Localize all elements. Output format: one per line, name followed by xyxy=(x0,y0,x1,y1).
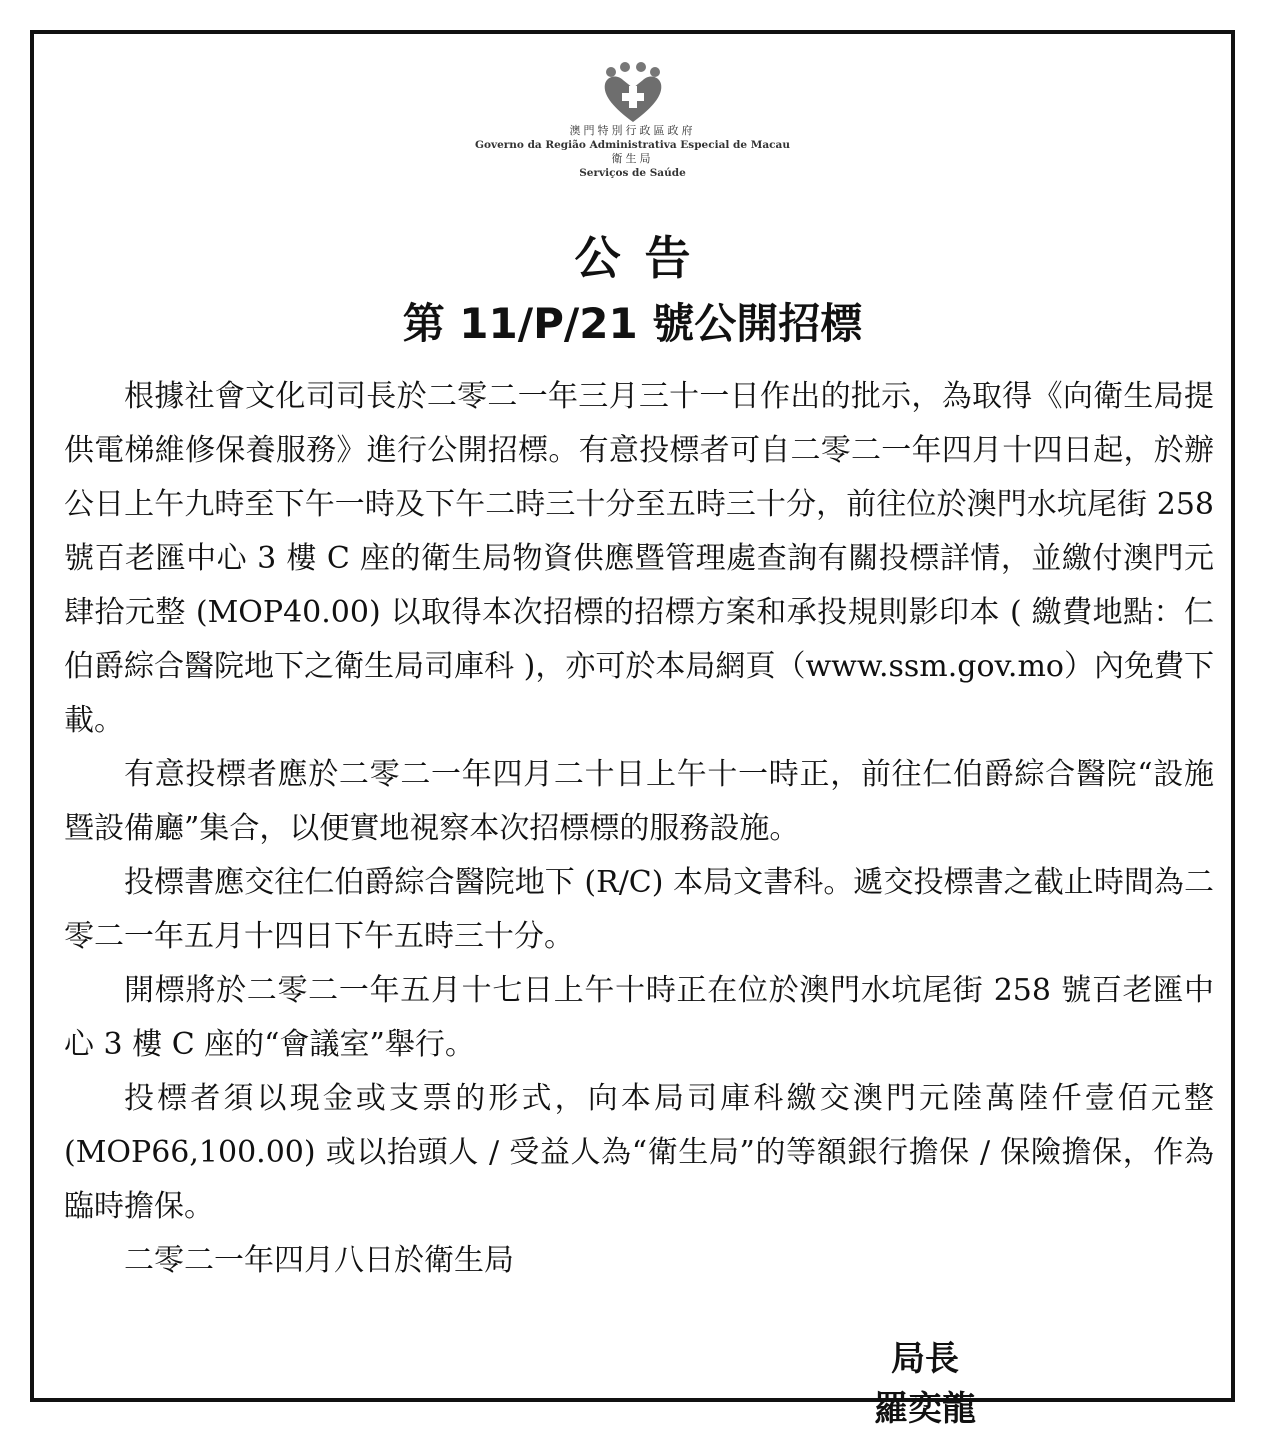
notice-title: 公告 xyxy=(574,231,715,285)
paragraph-submission: 投標書應交往仁伯爵綜合醫院地下 (R/C) 本局文書科。遞交投標書之截止時間為二零二一年五月十四日下午五時三十分。 xyxy=(64,865,1214,954)
notice-subtitle: 第 11/P/21 號公開招標 xyxy=(402,299,863,348)
paragraph-tender-announcement: 根據社會文化司司長於二零二一年三月三十一日作出的批示，為取得《向衛生局提供電梯維修保養服務》進行公開招標。有意投標者可自二零二一年四月十四日起，於辦公日上午九時至下午一時及下午二時三十分至五時三十分，前往位於澳門水坑尾街 258 號百老匯中心 3 樓 C 座的衛生局物資供應暨管理處查詢有關投標詳情，並繳付澳門元肆拾元整 (MOP40.00) 以取得本次招標的招標方案和承投規則影印本 ( 繳費地點：仁伯爵綜合醫院地下之衛生局司庫科 )，亦可於本局網頁（www.ssm.gov.mo）內免費下載。 xyxy=(64,379,1214,738)
dept-name-zh: 衛生局 xyxy=(611,152,654,165)
paragraph-date-place: 二零二一年四月八日於衛生局 xyxy=(124,1243,514,1278)
paragraph-guarantee: 投標者須以現金或支票的形式，向本局司庫科繳交澳門元陸萬陸仟壹佰元整 (MOP66,100.00) 或以抬頭人 / 受益人為“衛生局”的等額銀行擔保 / 保險擔保，作為臨時擔保。 xyxy=(64,1081,1214,1224)
paragraph-site-visit: 有意投標者應於二零二一年四月二十日上午十一時正，前往仁伯爵綜合醫院“設施暨設備廳”集合，以便實地視察本次招標標的服務設施。 xyxy=(64,757,1214,846)
health-bureau-logo-icon xyxy=(601,62,665,124)
header xyxy=(34,62,1231,180)
org-name-zh: 澳門特別行政區政府 xyxy=(569,124,696,137)
signature-name: 羅奕龍 xyxy=(874,1389,976,1429)
signature-position: 局長 xyxy=(891,1339,959,1379)
paragraph-opening: 開標將於二零二一年五月十七日上午十時正在位於澳門水坑尾街 258 號百老匯中心 3 樓 C 座的“會議室”舉行。 xyxy=(64,973,1214,1062)
signature-block xyxy=(874,1334,976,1434)
notice-heading xyxy=(34,230,1231,352)
notice-body xyxy=(64,370,1214,1288)
org-name-pt: Governo da Região Administrativa Especial de Macau xyxy=(475,139,790,151)
notice-frame xyxy=(30,30,1235,1429)
dept-name-pt: Serviços de Saúde xyxy=(579,167,686,179)
